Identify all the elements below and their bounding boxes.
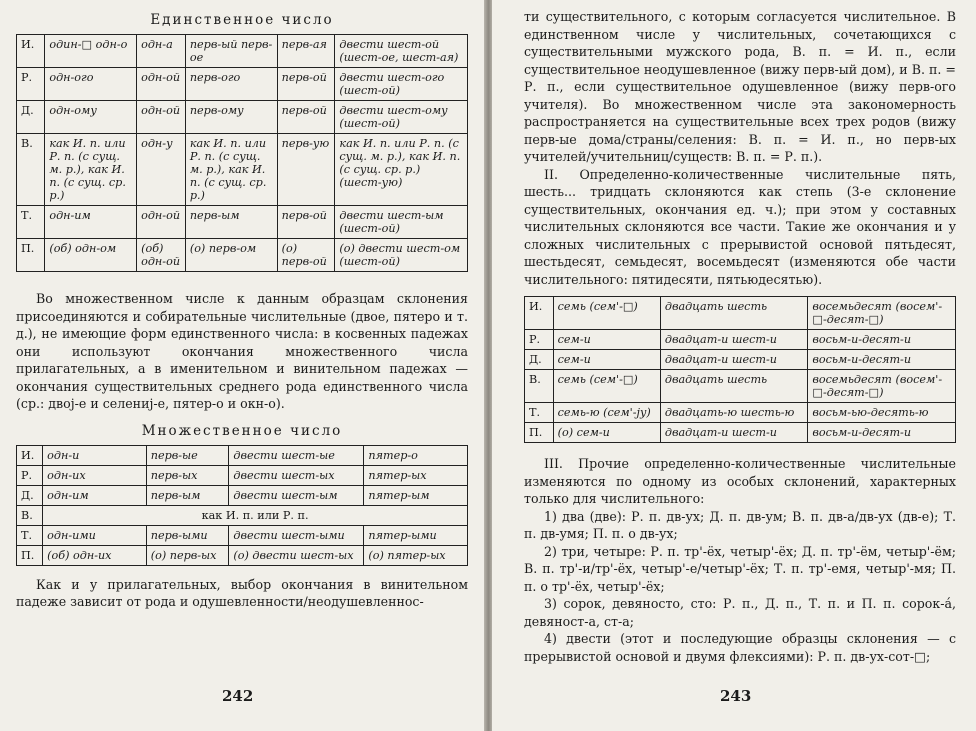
case-label: Р.: [17, 68, 45, 101]
table-row: [17, 465, 468, 485]
table-row: [17, 505, 468, 525]
case-label: Т.: [525, 403, 554, 423]
table-cell: как И. п. или Р. п. (с сущ. м. р.), как И. п. (с сущ. ср. р.): [45, 134, 137, 206]
right-page: [492, 0, 976, 731]
case-label: П.: [17, 545, 43, 565]
page-number-left: 242: [222, 687, 254, 705]
case-label: Д.: [17, 101, 45, 134]
table-cell: перв-ые: [146, 445, 229, 465]
right-paragraph-5: 2) три, четыре: Р. п. тр'-ёх, четыр'-ёх; Д. п. тр'-ём, четыр'-ём; В. п. тр'-и/тр'-ёх, четыр'-е/четыр'-ёх; Т. п. тр'-емя, четыр'-мя; П. п. о тр'-ёх, четыр'-ёх;: [524, 543, 956, 594]
table-row: [17, 35, 468, 68]
table-cell: пятер-ыми: [364, 525, 468, 545]
case-label: П.: [17, 239, 45, 272]
table-row: [17, 485, 468, 505]
table-row: [17, 68, 468, 101]
table-cell: (о) сем-и: [553, 423, 660, 443]
table-cell: (о) двести шест-ых: [229, 545, 364, 565]
table-row: [17, 101, 468, 134]
table-cell: перв-ой: [277, 206, 335, 239]
table-cell: (о) перв-ой: [277, 239, 335, 272]
table-cell: сем-и: [553, 330, 660, 350]
table-cell: восьм-ью-десять-ю: [808, 403, 956, 423]
table-cell: восемьдесят (восем'-□-десят-□): [808, 297, 956, 330]
case-label: Р.: [17, 465, 43, 485]
table-cell: пятер-о: [364, 445, 468, 465]
table-cell: (о) перв-ых: [146, 545, 229, 565]
table-row: [525, 423, 956, 443]
table-cell: двадцат-и шест-и: [660, 330, 808, 350]
table-cell: (об) одн-ом: [45, 239, 137, 272]
right-paragraph-4: 1) два (две): Р. п. дв-ух; Д. п. дв-ум; В. п. дв-а/дв-ух (дв-е); Т. п. дв-умя; П. п. о дв-ух;: [524, 508, 956, 541]
left-page: [0, 0, 486, 731]
table-cell: двести шест-ых: [229, 465, 364, 485]
table-row: [17, 545, 468, 565]
table-cell: восемьдесят (восем'-□-десят-□): [808, 370, 956, 403]
table-cell: одн-а: [137, 35, 186, 68]
plural-table: [16, 445, 468, 566]
table-cell: одн-у: [137, 134, 186, 206]
table-cell: перв-ых: [146, 465, 229, 485]
right-paragraph-7: 4) двести (этот и последующие образцы склонения — с прерывистой основой и двумя флексиями): Р. п. дв-ух-сот-□;: [524, 631, 956, 664]
table-cell: восьм-и-десят-и: [808, 350, 956, 370]
table-cell: перв-ым: [146, 485, 229, 505]
table-cell: (о) пятер-ых: [364, 545, 468, 565]
table-row: [525, 297, 956, 330]
table-cell: (об) одн-их: [43, 545, 147, 565]
table-row: [525, 403, 956, 423]
table-cell: перв-ого: [185, 68, 277, 101]
table-cell: перв-ым: [185, 206, 277, 239]
case-label: Т.: [17, 525, 43, 545]
table-cell: двести шест-ые: [229, 445, 364, 465]
case-label: В.: [17, 134, 45, 206]
table-cell: одн-ой: [137, 68, 186, 101]
table-cell: семь (сем'-□): [553, 370, 660, 403]
table-cell: перв-ой: [277, 101, 335, 134]
case-label: Д.: [525, 350, 554, 370]
table-cell: перв-ый перв-ое: [185, 35, 277, 68]
table-cell: двести шест-ого (шест-ой): [335, 68, 468, 101]
singular-heading: Единственное число: [150, 12, 334, 28]
case-label: И.: [525, 297, 554, 330]
table-row: [17, 239, 468, 272]
table-row: [525, 350, 956, 370]
table-row: [525, 370, 956, 403]
table-cell: перв-ая: [277, 35, 335, 68]
table-row: [17, 525, 468, 545]
table-cell: одн-ого: [45, 68, 137, 101]
table-cell: двести шест-ыми: [229, 525, 364, 545]
table-cell: двадцать-ю шесть-ю: [660, 403, 808, 423]
table-cell: двести шест-ым (шест-ой): [335, 206, 468, 239]
table-cell: одн-ому: [45, 101, 137, 134]
case-label: И.: [17, 35, 45, 68]
table-cell: двадцат-и шест-и: [660, 423, 808, 443]
table-cell: перв-ыми: [146, 525, 229, 545]
case-label: Р.: [525, 330, 554, 350]
numeral-table: [524, 296, 956, 443]
table-row: [525, 330, 956, 350]
table-cell: двадцат-и шест-и: [660, 350, 808, 370]
table-cell: одн-ой: [137, 206, 186, 239]
table-cell: двадцать шесть: [660, 370, 808, 403]
table-cell: как И. п. или Р. п. (с сущ. м. р.), как И. п. (с сущ. ср. р.): [185, 134, 277, 206]
table-cell: перв-ой: [277, 68, 335, 101]
table-cell: как И. п. или Р. п. (с сущ. м. р.), как И. п. (с сущ. ср. р.) (шест-ую): [335, 134, 468, 206]
table-cell: один-□ одн-о: [45, 35, 137, 68]
page-number-right: 243: [720, 687, 752, 705]
table-row: [17, 206, 468, 239]
table-cell: одн-их: [43, 465, 147, 485]
table-cell: семь (сем'-□): [553, 297, 660, 330]
table-cell: одн-им: [45, 206, 137, 239]
left-paragraph-1: Во множественном числе к данным образцам склонения присоединяются и собирательные числительные (двое, пятеро и т. д.), не имеющие форм единственного числа: в косвенных падежах они используют окончания множественного числа прилагательных, а в именительном и винительном падежах — окончания существительных среднего рода единственного числа (ср.: двој-е и селениј-е, пятер-о и окн-о).: [16, 291, 468, 411]
case-label: Т.: [17, 206, 45, 239]
right-paragraph-3: III. Прочие определенно-количественные числительные изменяются по одному из особых склонений, характерных только для числительного:: [524, 456, 956, 506]
table-cell: двадцать шесть: [660, 297, 808, 330]
table-row: [17, 445, 468, 465]
table-cell: восьм-и-десят-и: [808, 330, 956, 350]
table-cell: пятер-ым: [364, 485, 468, 505]
table-cell: (о) двести шест-ом (шест-ой): [335, 239, 468, 272]
table-cell: пятер-ых: [364, 465, 468, 485]
table-cell: перв-ому: [185, 101, 277, 134]
table-cell: восьм-и-десят-и: [808, 423, 956, 443]
case-label: В.: [525, 370, 554, 403]
left-paragraph-2: Как и у прилагательных, выбор окончания в винительном падеже зависит от рода и одушевленности/неодушевленнос-: [16, 576, 468, 609]
table-cell: одн-ими: [43, 525, 147, 545]
table-cell: как И. п. или Р. п.: [43, 505, 468, 525]
table-row: [17, 134, 468, 206]
table-cell: перв-ую: [277, 134, 335, 206]
table-cell: двести шест-ым: [229, 485, 364, 505]
table-cell: двести шест-ому (шест-ой): [335, 101, 468, 134]
right-paragraph-6: 3) сорок, девяносто, сто: Р. п., Д. п., Т. п. и П. п. сорок-á, девяност-а, ст-а;: [524, 596, 956, 629]
table-cell: одн-им: [43, 485, 147, 505]
table-cell: одн-и: [43, 445, 147, 465]
right-paragraph-2: II. Определенно-количественные числительные пять, шесть... тридцать склоняются как степь (3-е склонение существительных, окончания ед. ч.); при этом у составных числительных склоняются все части. Такие же окончания и у сложных числительных с прерывистой основой пятьдесят, шестьдесят, семьдесят, восемьдесят (изменяются обе части числительного: пятидесяти, пятьюдесятью).: [524, 166, 956, 287]
table-cell: семь-ю (сем'-ју): [553, 403, 660, 423]
table-cell: (об) одн-ой: [137, 239, 186, 272]
table-cell: одн-ой: [137, 101, 186, 134]
table-cell: (о) перв-ом: [185, 239, 277, 272]
singular-table: [16, 34, 468, 272]
case-label: Д.: [17, 485, 43, 505]
table-cell: двести шест-ой (шест-ое, шест-ая): [335, 35, 468, 68]
right-paragraph-1: ти существительного, с которым согласуется числительное. В единственном числе у числительных, сочетающихся с существительными мужского рода, В. п. = И. п., если существительное неодушевленное (вижу перв-ый дом), и В. п. = Р. п., если существительное одушевленное (вижу перв-ого учителя). Во множественном числе эта закономерность распространяется на существительные всех трех родов (вижу перв-ые дома/страны/селения: В. п. = И. п., но перв-ых учителей/учительниц/существ: В. п. = Р. п.).: [524, 9, 956, 164]
table-cell: сем-и: [553, 350, 660, 370]
plural-heading: Множественное число: [141, 422, 343, 439]
case-label: И.: [17, 445, 43, 465]
case-label: В.: [17, 505, 43, 525]
case-label: П.: [525, 423, 554, 443]
